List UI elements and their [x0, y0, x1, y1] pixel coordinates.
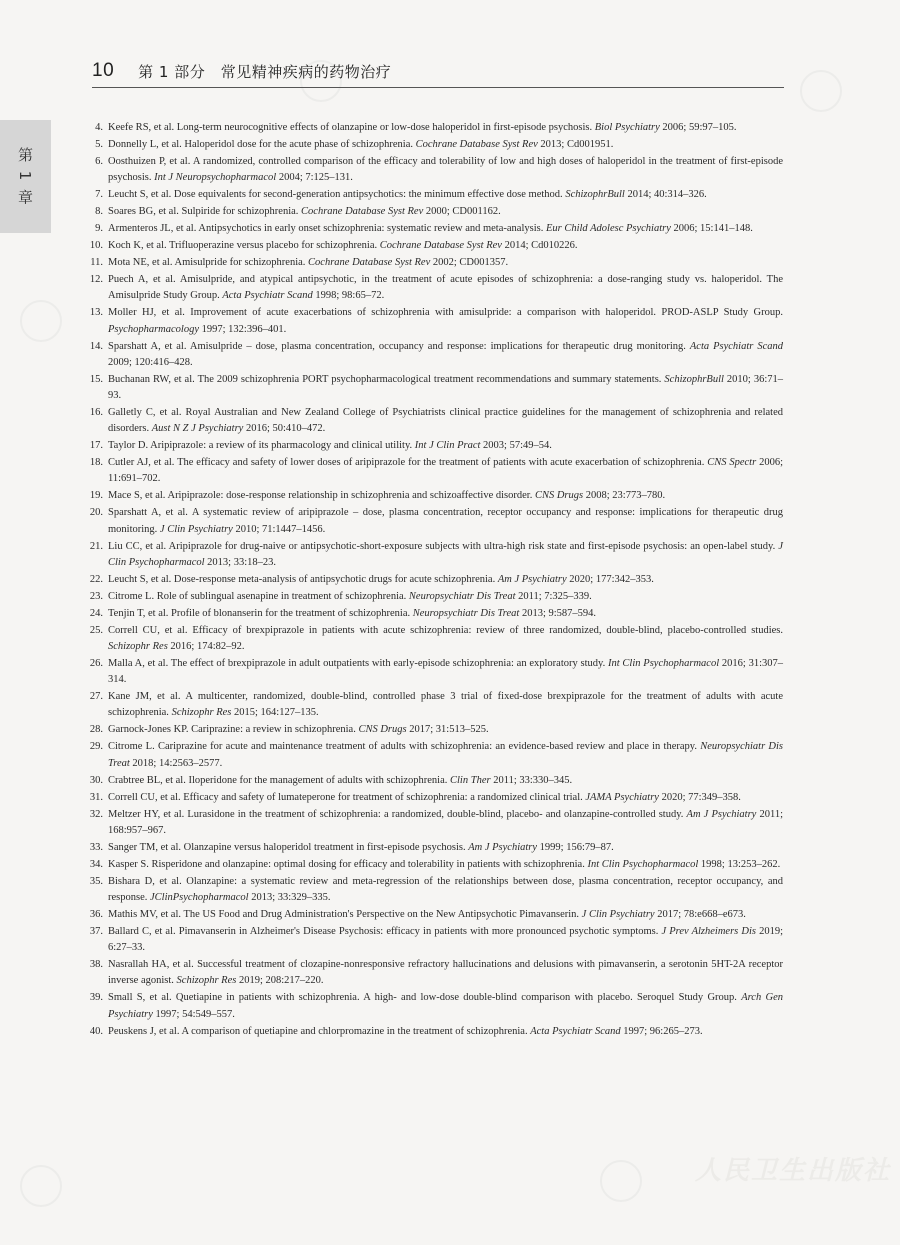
reference-item [83, 438, 783, 454]
journal-name: Eur Child Adolesc Psychiatry [545, 223, 671, 235]
reference-item [83, 840, 783, 856]
reference-segment: 1999; 156:79–87. [537, 841, 614, 853]
journal-name: SchizophrBull [664, 373, 724, 385]
reference-segment: Kane JM, et al. A multicenter, randomized, double-blind, controlled phase 3 trial of fixed-dose brexpiprazole for the treatment of adults with acute schizophrenia. [108, 691, 783, 719]
journal-name: Arch Gen Psychiatry [108, 992, 783, 1020]
reference-segment: Leucht S, et al. Dose equivalents for second-generation antipsychotics: the minimum effective dose method. [108, 189, 566, 201]
journal-name: Int J Neuropsychopharmacol [154, 172, 277, 184]
reference-item [83, 606, 783, 622]
reference-segment: 2002; CD001357. [430, 257, 509, 269]
page-number: 10 [92, 60, 115, 81]
reference-number: 9. [95, 223, 103, 235]
watermark-logo-icon [20, 1165, 62, 1207]
reference-segment: Malla A, et al. The effect of brexpiprazole in adult outpatients with early-episode schizophrenia: an exploratory study. [108, 658, 608, 670]
journal-name: Cochrane Database Syst Rev [301, 206, 424, 218]
reference-text [108, 238, 783, 254]
reference-item [83, 120, 783, 136]
reference-segment: Crabtree BL, et al. Iloperidone for the management of adults with schizophrenia. [108, 774, 451, 786]
reference-item [83, 990, 783, 1022]
reference-number: 39. [89, 992, 103, 1004]
reference-text [108, 957, 783, 989]
journal-name: J Prev Alzheimers Dis [661, 926, 756, 938]
reference-text [108, 907, 783, 923]
reference-text [108, 339, 783, 371]
reference-number: 10. [89, 240, 103, 252]
reference-segment: Mace S, et al. Aripiprazole: dose-response relationship in schizophrenia and schizoaffective disorder. [108, 490, 535, 502]
journal-name: Acta Psychiatr Scand [222, 290, 313, 302]
journal-name: Neuropsychiatr Dis Treat [408, 590, 516, 602]
reference-number: 13. [89, 307, 103, 319]
reference-segment: 2020; 177:342–353. [566, 573, 654, 585]
reference-number: 8. [95, 206, 103, 218]
reference-segment: Oosthuizen P, et al. A randomized, controlled comparison of the efficacy and tolerability of low and high doses of haloperidol in the treatment of first-episode psychosis. [108, 156, 783, 184]
reference-segment: Garnock-Jones KP. Cariprazine: a review in schizophrenia. [108, 724, 359, 736]
reference-item [83, 924, 783, 956]
reference-text [108, 790, 783, 806]
reference-segment: Peuskens J, et al. A comparison of quetiapine and chlorpromazine in the treatment of schizophrenia. [108, 1025, 531, 1037]
reference-segment: 1997; 54:549–557. [152, 1008, 235, 1020]
reference-segment: 2016; 174:82–92. [167, 641, 245, 653]
reference-segment: 2000; CD001162. [423, 206, 501, 218]
journal-name: Schizophr Res [176, 975, 237, 987]
reference-segment: 2011; 33:330–345. [490, 774, 573, 786]
watermark-logo-icon [600, 1160, 642, 1202]
reference-segment: 2019; 208:217–220. [236, 975, 324, 987]
reference-number: 34. [89, 858, 103, 870]
reference-item [83, 255, 783, 271]
reference-text [108, 773, 783, 789]
reference-number: 16. [89, 407, 103, 419]
reference-text [108, 255, 783, 271]
reference-number: 6. [95, 156, 103, 167]
reference-segment: 2006; 59:97–105. [659, 122, 737, 133]
journal-name: Am J Psychiatry [497, 573, 567, 585]
reference-number: 29. [89, 741, 103, 753]
reference-number: 7. [95, 189, 103, 201]
reference-segment: Puech A, et al. Amisulpride, and atypical antipsychotic, in the treatment of acute episodes of schizophrenia: a dose-ranging study vs. haloperidol. The Amisulpride Study Group. [108, 274, 783, 302]
reference-segment: 2013; Cd001951. [537, 139, 614, 150]
journal-name: CNS Drugs [534, 490, 584, 502]
journal-name: CNS Drugs [358, 724, 407, 736]
reference-text [108, 221, 783, 237]
reference-segment: Keefe RS, et al. Long-term neurocognitive effects of olanzapine or low-dose haloperidol in first-episode psychosis. [108, 122, 595, 133]
watermark-logo-icon [800, 70, 842, 112]
reference-item [83, 405, 783, 437]
journal-name: Int Clin Psychopharmacol [587, 858, 699, 870]
reference-segment: 1998; 98:65–72. [312, 290, 385, 302]
reference-item [83, 272, 783, 304]
reference-item [83, 539, 783, 571]
reference-segment: Tenjin T, et al. Profile of blonanserin for the treatment of schizophrenia. [108, 607, 413, 619]
reference-text [108, 874, 783, 906]
reference-segment: Cutler AJ, et al. The efficacy and safety of lower doses of aripiprazole for the treatment of patients with acute exacerbation of schizophrenia. [108, 457, 708, 469]
reference-number: 36. [89, 909, 103, 921]
reference-text [108, 187, 783, 203]
reference-segment: 2013; 33:18–23. [204, 556, 276, 568]
reference-item [83, 154, 783, 186]
reference-segment: Sparshatt A, et al. A systematic review of aripiprazole – dose, plasma concentration, receptor occupancy and response: implications for therapeutic drug monitoring. [108, 507, 783, 535]
journal-name: Neuropsychiatr Dis Treat [412, 607, 520, 619]
reference-segment: Citrome L. Role of sublingual asenapine in treatment of schizophrenia. [108, 590, 409, 602]
reference-segment: Leucht S, et al. Dose-response meta-analysis of antipsychotic drugs for acute schizophrenia. [108, 573, 498, 585]
reference-segment: 2004; 7:125–131. [276, 172, 353, 184]
reference-text [108, 405, 783, 437]
reference-item [83, 739, 783, 771]
journal-name: Cochrane Database Syst Rev [415, 139, 538, 150]
reference-item [83, 857, 783, 873]
reference-segment: 2010; 71:1447–1456. [232, 523, 326, 535]
reference-text [108, 857, 783, 873]
reference-segment: 2013; 33:329–335. [248, 892, 331, 904]
reference-segment: Kasper S. Risperidone and olanzapine: optimal dosing for efficacy and tolerability in patients with schizophrenia. [108, 858, 588, 870]
reference-text [108, 539, 783, 571]
journal-name: SchizophrBull [565, 189, 625, 201]
reference-segment: 2009; 120:416–428. [108, 356, 193, 368]
reference-segment: 2014; 40:314–326. [624, 189, 707, 201]
chapter-tab-label: 第 1 章 [16, 146, 34, 207]
reference-segment: 2006; 11:691–702. [108, 457, 783, 485]
reference-item [83, 187, 783, 203]
journal-name: Schizophr Res [108, 641, 168, 653]
reference-item [83, 137, 783, 153]
reference-item [83, 689, 783, 721]
reference-number: 22. [89, 573, 103, 585]
reference-number: 27. [89, 691, 103, 703]
reference-item [83, 238, 783, 254]
reference-item [83, 305, 783, 337]
reference-item [83, 221, 783, 237]
reference-segment: 2015; 164:127–135. [231, 707, 319, 719]
journal-name: Schizophr Res [171, 707, 232, 719]
journal-name: Int Clin Psychopharmacol [608, 658, 720, 670]
reference-item [83, 339, 783, 371]
reference-text [108, 120, 783, 136]
reference-number: 24. [89, 607, 103, 619]
reference-segment: 2017; 78:e668–e673. [654, 909, 746, 921]
reference-segment: Nasrallah HA, et al. Successful treatment of clozapine-nonresponsive refractory hallucinations and delusions with pimavanserin, a serotonin 5HT-2A receptor inverse agonist. [108, 959, 783, 987]
journal-name: Am J Psychiatry [686, 808, 757, 820]
journal-name: Clin Ther [450, 774, 491, 786]
reference-segment: Armenteros JL, et al. Antipsychotics in early onset schizophrenia: systematic review and meta-analysis. [108, 223, 546, 235]
reference-text [108, 656, 783, 688]
reference-number: 40. [89, 1025, 103, 1037]
journal-name: Biol Psychiatry [594, 122, 660, 133]
reference-segment: 2008; 23:773–780. [583, 490, 666, 502]
reference-text [108, 722, 783, 738]
reference-segment: 1997; 96:265–273. [620, 1025, 703, 1037]
reference-text [108, 807, 783, 839]
reference-text [108, 305, 783, 337]
reference-text [108, 272, 783, 304]
reference-item [83, 874, 783, 906]
reference-text [108, 739, 783, 771]
reference-number: 35. [89, 875, 103, 887]
reference-number: 33. [89, 841, 103, 853]
reference-text [108, 455, 783, 487]
reference-segment: 2017; 31:513–525. [406, 724, 489, 736]
reference-text [108, 154, 783, 186]
reference-item [83, 807, 783, 839]
reference-number: 5. [95, 139, 103, 150]
reference-item [83, 623, 783, 655]
reference-segment: Small S, et al. Quetiapine in patients with schizophrenia. A high- and low-dose double-blind comparison with placebo. Seroquel Study Group. [108, 992, 742, 1004]
reference-segment: Taylor D. Aripiprazole: a review of its pharmacology and clinical utility. [108, 440, 415, 452]
reference-item [83, 204, 783, 220]
reference-number: 11. [90, 257, 103, 269]
reference-number: 20. [89, 507, 103, 519]
journal-name: JAMA Psychiatry [585, 791, 659, 803]
reference-item [83, 589, 783, 605]
reference-number: 23. [89, 590, 103, 602]
journal-name: Am J Psychiatry [468, 841, 538, 853]
reference-number: 12. [89, 274, 103, 286]
reference-text [108, 505, 783, 537]
reference-item [83, 488, 783, 504]
reference-text [108, 572, 783, 588]
part-title: 第 1 部分 常见精神疾病的药物治疗 [138, 63, 392, 81]
reference-segment: 1997; 132:396–401. [198, 323, 287, 335]
reference-segment: Correll CU, et al. Efficacy and safety of lumateperone for treatment of schizophrenia: a randomized clinical trial. [108, 791, 586, 803]
reference-segment: 1998; 13:253–262. [698, 858, 781, 870]
reference-number: 18. [89, 457, 103, 469]
reference-segment: 2011; 168:957–967. [108, 808, 783, 836]
reference-text [108, 488, 783, 504]
reference-segment: 2010; 36:71–93. [108, 373, 783, 402]
reference-number: 38. [89, 959, 103, 971]
journal-name: J Clin Psychopharmacol [108, 540, 783, 568]
reference-text [108, 689, 783, 721]
reference-number: 31. [89, 791, 103, 803]
reference-item [83, 656, 783, 688]
journal-name: CNS Spectr [707, 457, 757, 469]
reference-item [83, 1024, 783, 1040]
journal-name: Aust N Z J Psychiatry [151, 423, 244, 435]
reference-number: 17. [89, 440, 103, 452]
reference-segment: Mota NE, et al. Amisulpride for schizophrenia. [108, 257, 309, 269]
reference-segment: Bishara D, et al. Olanzapine: a systematic review and meta-regression of the relationships between dose, plasma concentration, receptor occupancy, and response. [108, 875, 783, 904]
journal-name: Cochrane Database Syst Rev [308, 257, 431, 269]
reference-item [83, 455, 783, 487]
reference-segment: Correll CU, et al. Efficacy of brexpiprazole in patients with acute schizophrenia: review of three randomized, double-blind, placebo-controlled studies. [108, 624, 783, 636]
reference-text [108, 372, 783, 404]
journal-name: Acta Psychiatr Scand [689, 340, 783, 352]
reference-segment: Meltzer HY, et al. Lurasidone in the treatment of schizophrenia: a randomized, double-blind, placebo- and olanzapine-controlled study. [108, 808, 687, 820]
reference-segment: Citrome L. Cariprazine for acute and maintenance treatment of adults with schizophrenia: an evidence-based review and place in therapy. [108, 741, 701, 753]
reference-segment: Donnelly L, et al. Haloperidol dose for the acute phase of schizophrenia. [108, 139, 416, 150]
reference-segment: 2018; 14:2563–2577. [129, 757, 223, 769]
reference-segment: Ballard C, et al. Pimavanserin in Alzheimer's Disease Psychosis: efficacy in patients with more pronounced psychotic symptoms. [108, 926, 662, 938]
watermark-logo-icon [20, 300, 62, 342]
journal-name: Acta Psychiatr Scand [530, 1025, 621, 1037]
reference-segment: Sanger TM, et al. Olanzapine versus haloperidol treatment in first-episode psychosis. [108, 841, 469, 853]
reference-item [83, 957, 783, 989]
reference-item [83, 722, 783, 738]
reference-item [83, 773, 783, 789]
reference-segment: Moller HJ, et al. Improvement of acute exacerbations of schizophrenia with amisulpride: a comparison with haloperidol. PROD-ASLP Study Group. [108, 307, 783, 319]
journal-name: J Clin Psychiatry [581, 909, 655, 921]
reference-number: 32. [89, 808, 103, 820]
reference-number: 15. [89, 373, 103, 385]
reference-item [83, 790, 783, 806]
reference-text [108, 990, 783, 1022]
reference-text [108, 606, 783, 622]
reference-segment: 2019; 6:27–33. [108, 926, 783, 954]
reference-segment: 2011; 7:325–339. [515, 590, 592, 602]
reference-number: 28. [89, 724, 103, 736]
journal-name: Neuropsychiatr Dis Treat [108, 741, 783, 769]
reference-segment: 2016; 50:410–472. [243, 423, 326, 435]
reference-segment: 2003; 57:49–54. [480, 440, 552, 452]
reference-segment: 2016; 31:307–314. [108, 658, 783, 686]
journal-name: Psychopharmacology [108, 323, 199, 335]
reference-item [83, 907, 783, 923]
reference-number: 26. [89, 658, 103, 670]
reference-item [83, 505, 783, 537]
reference-text [108, 137, 783, 153]
journal-name: Cochrane Database Syst Rev [379, 240, 502, 252]
journal-name: JClinPsychopharmacol [150, 892, 249, 904]
reference-segment: 2020; 77:349–358. [658, 791, 741, 803]
watermark-text: 人民卫生出版社 [695, 1156, 892, 1186]
reference-segment: Sparshatt A, et al. Amisulpride – dose, plasma concentration, occupancy and response: implications for therapeutic drug monitoring. [108, 340, 690, 352]
reference-text [108, 840, 783, 856]
reference-list [83, 120, 783, 1041]
reference-number: 19. [89, 490, 103, 502]
journal-name: Int J Clin Pract [414, 440, 481, 452]
reference-number: 37. [89, 926, 103, 938]
reference-text [108, 623, 783, 655]
reference-item [83, 372, 783, 404]
reference-segment: Soares BG, et al. Sulpiride for schizophrenia. [108, 206, 302, 218]
reference-text [108, 589, 783, 605]
reference-number: 4. [95, 122, 103, 133]
journal-name: J Clin Psychiatry [159, 523, 233, 535]
reference-segment: Galletly C, et al. Royal Australian and New Zealand College of Psychiatrists clinical practice guidelines for the management of schizophrenia and related disorders. [108, 407, 783, 435]
reference-text [108, 204, 783, 220]
reference-number: 25. [89, 624, 103, 636]
reference-number: 14. [89, 340, 103, 352]
reference-number: 21. [89, 540, 103, 552]
reference-text [108, 438, 783, 454]
reference-segment: 2006; 15:141–148. [670, 223, 753, 235]
reference-segment: 2013; 9:587–594. [519, 607, 597, 619]
reference-segment: Liu CC, et al. Aripiprazole for drug-naive or antipsychotic-short-exposure subjects with ultra-high risk state and first-episode psychosis: an open-label study. [108, 540, 779, 552]
reference-item [83, 572, 783, 588]
reference-segment: Mathis MV, et al. The US Food and Drug Administration's Perspective on the New Antipsychotic Pimavanserin. [108, 909, 582, 921]
reference-segment: Buchanan RW, et al. The 2009 schizophrenia PORT psychopharmacological treatment recommendations and summary statements. [108, 373, 665, 385]
reference-text [108, 1024, 783, 1040]
reference-text [108, 924, 783, 956]
reference-number: 30. [89, 774, 103, 786]
reference-segment: Koch K, et al. Trifluoperazine versus placebo for schizophrenia. [108, 240, 380, 252]
chapter-tab [0, 120, 51, 233]
reference-segment: 2014; Cd010226. [501, 240, 578, 252]
running-header [92, 56, 784, 88]
